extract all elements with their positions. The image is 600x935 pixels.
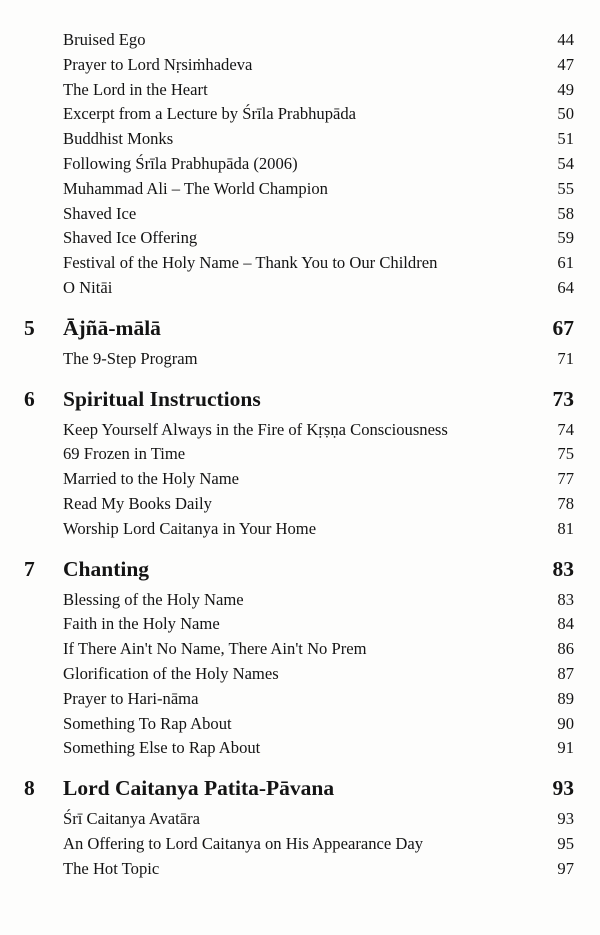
- entry-page-number: 59: [557, 228, 574, 248]
- toc-entry: [0, 736, 600, 761]
- entry-page-number: 93: [557, 809, 574, 829]
- toc-entry: [0, 492, 600, 517]
- toc-entry: [0, 177, 600, 202]
- chapter-title: Spiritual Instructions: [63, 386, 261, 411]
- entry-page-number: 44: [557, 30, 574, 49]
- toc-entry: [0, 152, 600, 177]
- toc-entry: [0, 78, 600, 103]
- chapter-page-number: 93: [552, 776, 574, 801]
- entry-title: Faith in the Holy Name: [63, 614, 220, 634]
- chapter-title: Ājñā-mālā: [63, 315, 161, 340]
- entry-page-number: 64: [557, 277, 574, 297]
- entry-title: Prayer to Hari-nāma: [63, 688, 199, 708]
- entry-page-number: 61: [557, 253, 574, 273]
- toc-entry: [0, 832, 600, 857]
- chapter-heading: [0, 382, 600, 416]
- toc-entry: [0, 418, 600, 443]
- entry-title: The Hot Topic: [63, 858, 160, 878]
- entry-title: Śrī Caitanya Avatāra: [63, 809, 201, 829]
- entry-title: Shaved Ice Offering: [63, 228, 198, 248]
- toc-entry: [0, 807, 600, 832]
- entry-page-number: 54: [557, 153, 574, 173]
- toc-entry: [0, 712, 600, 737]
- entry-title: Bruised Ego: [63, 30, 146, 49]
- entry-page-number: 89: [557, 688, 574, 708]
- toc-entry: [0, 857, 600, 882]
- chapter-page-number: 83: [552, 556, 574, 581]
- entry-page-number: 97: [557, 858, 574, 878]
- entry-page-number: 77: [557, 469, 574, 489]
- toc-entry: [0, 588, 600, 613]
- entry-title: If There Ain't No Name, There Ain't No Prem: [63, 639, 367, 659]
- toc-entry: [0, 251, 600, 276]
- entry-page-number: 91: [557, 738, 574, 758]
- entry-title: Festival of the Holy Name – Thank You to Our Children: [63, 253, 438, 273]
- entry-page-number: 95: [557, 833, 574, 853]
- entry-page-number: 58: [557, 203, 574, 223]
- entry-page-number: 74: [557, 419, 574, 439]
- chapter-page-number: 73: [552, 386, 574, 411]
- toc-entry: [0, 28, 600, 53]
- toc-entry: [0, 662, 600, 687]
- entry-page-number: 50: [557, 104, 574, 124]
- entry-title: An Offering to Lord Caitanya on His Appearance Day: [63, 833, 424, 853]
- chapter-heading: [0, 771, 600, 805]
- chapter-title: Lord Caitanya Patita-Pāvana: [63, 776, 335, 801]
- entry-title: Excerpt from a Lecture by Śrīla Prabhupāda: [63, 104, 357, 124]
- chapter-title: Chanting: [63, 556, 150, 581]
- chapter-number: 8: [24, 776, 35, 801]
- entry-title: Married to the Holy Name: [63, 469, 240, 489]
- chapter-heading: [0, 311, 600, 345]
- entry-title: 69 Frozen in Time: [63, 444, 186, 464]
- chapter-number: 5: [24, 315, 35, 340]
- toc-entry: [0, 102, 600, 127]
- toc-entry: [0, 347, 600, 372]
- entry-page-number: 71: [557, 348, 574, 368]
- entry-title: The 9-Step Program: [63, 348, 198, 368]
- entry-title: The Lord in the Heart: [63, 79, 208, 99]
- entry-title: Blessing of the Holy Name: [63, 589, 244, 609]
- entry-page-number: 90: [557, 713, 574, 733]
- entry-title: Prayer to Lord Nṛsiṁhadeva: [63, 54, 253, 74]
- chapter-number: 7: [24, 556, 35, 581]
- entry-page-number: 81: [557, 518, 574, 538]
- entry-page-number: 87: [557, 663, 574, 683]
- entry-title: Keep Yourself Always in the Fire of Kṛṣṇa Consciousness: [63, 419, 448, 439]
- toc-entry: [0, 226, 600, 251]
- entry-page-number: 84: [557, 614, 574, 634]
- entry-page-number: 83: [557, 589, 574, 609]
- entry-title: Following Śrīla Prabhupāda (2006): [63, 153, 298, 173]
- toc-entry: [0, 517, 600, 542]
- entry-page-number: 55: [557, 178, 574, 198]
- entry-title: Buddhist Monks: [63, 129, 174, 149]
- entry-page-number: 86: [557, 639, 574, 659]
- entry-title: Read My Books Daily: [63, 493, 212, 513]
- entry-title: O Nitāi: [63, 277, 113, 297]
- toc-entry: [0, 202, 600, 227]
- entry-title: Glorification of the Holy Names: [63, 663, 279, 683]
- entry-title: Worship Lord Caitanya in Your Home: [63, 518, 317, 538]
- table-of-contents: [0, 28, 600, 882]
- entry-page-number: 47: [557, 54, 574, 74]
- toc-entry: [0, 276, 600, 301]
- toc-entry: [0, 612, 600, 637]
- toc-entry: [0, 442, 600, 467]
- entry-title: Something Else to Rap About: [63, 738, 261, 758]
- chapter-number: 6: [24, 386, 35, 411]
- entry-page-number: 49: [557, 79, 574, 99]
- toc-entry: [0, 53, 600, 78]
- toc-entry: [0, 687, 600, 712]
- entry-title: Something To Rap About: [63, 713, 232, 733]
- chapter-heading: [0, 552, 600, 586]
- entry-page-number: 78: [557, 493, 574, 513]
- toc-entry: [0, 467, 600, 492]
- entry-title: Shaved Ice: [63, 203, 137, 223]
- entry-title: Muhammad Ali – The World Champion: [63, 178, 328, 198]
- toc-entry: [0, 637, 600, 662]
- entry-page-number: 75: [557, 444, 574, 464]
- entry-page-number: 51: [557, 129, 574, 149]
- chapter-page-number: 67: [552, 315, 574, 340]
- toc-entry: [0, 127, 600, 152]
